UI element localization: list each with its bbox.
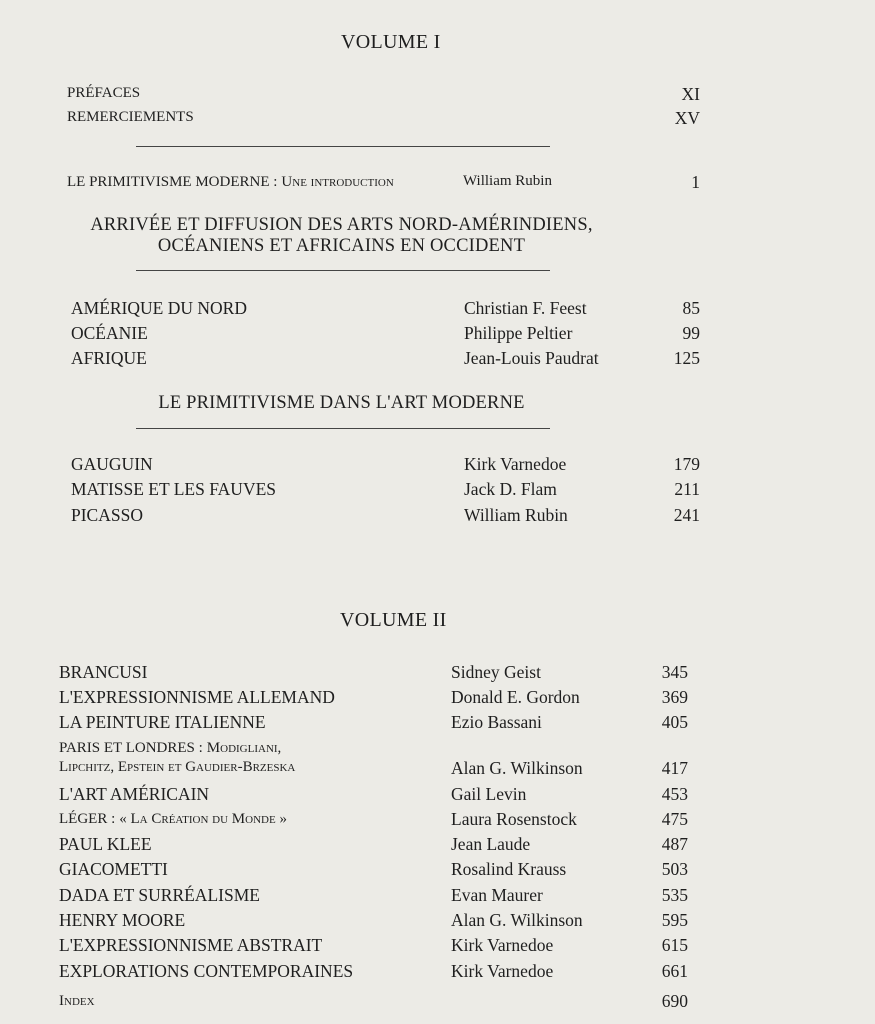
entry-title: GIACOMETTI (59, 859, 168, 879)
entry-author: Kirk Varnedoe (464, 454, 567, 474)
entry-title: L'EXPRESSIONNISME ALLEMAND (59, 687, 335, 707)
section-1-heading-line1: ARRIVÉE ET DIFFUSION DES ARTS NORD-AMÉRINDIENS, (90, 215, 593, 235)
entry-author: Kirk Varnedoe (451, 961, 554, 981)
entry-title: PICASSO (71, 505, 143, 525)
entry-author: Gail Levin (451, 784, 527, 804)
intro-page: 1 (691, 172, 700, 192)
entry-page: 535 (661, 885, 688, 905)
entry-page: 417 (661, 758, 688, 778)
entry-author: Alan G. Wilkinson (451, 758, 583, 778)
entry-page: 85 (682, 298, 700, 318)
entry-author: Jean Laude (451, 834, 531, 854)
entry-title: L'ART AMÉRICAIN (59, 784, 210, 804)
entry-page: 661 (661, 961, 688, 981)
front-matter-title-remerciements: REMERCIEMENTS (67, 109, 194, 125)
entry-author: Sidney Geist (451, 662, 541, 682)
entry-page: 125 (673, 348, 700, 368)
entry-page: 503 (661, 859, 688, 879)
entry-title-main: PARIS ET LONDRES : (59, 740, 203, 756)
entry-title: LA PEINTURE ITALIENNE (59, 712, 266, 732)
entry-page: 99 (682, 323, 700, 343)
entry-title: HENRY MOORE (59, 910, 186, 930)
entry-author: Laura Rosenstock (451, 809, 577, 829)
entry-title: MATISSE ET LES FAUVES (71, 479, 277, 499)
entry-page: 615 (661, 935, 688, 955)
section-2-heading: LE PRIMITIVISME DANS L'ART MODERNE (158, 393, 525, 413)
entry-page: 405 (661, 712, 688, 732)
entry-page: 487 (661, 834, 688, 854)
entry-page: 369 (661, 687, 688, 707)
entry-title-line1 (59, 740, 281, 756)
entry-title (59, 811, 287, 827)
entry-page: 453 (661, 784, 688, 804)
section-1-heading-line2: OCÉANIENS ET AFRICAINS EN OCCIDENT (157, 236, 526, 256)
index-page: 690 (661, 991, 688, 1011)
entry-title-line2: Lipchitz, Epstein et Gaudier-Brzeska (59, 759, 296, 775)
entry-author: Alan G. Wilkinson (451, 910, 583, 930)
entry-page: 345 (661, 662, 688, 682)
entry-page: 211 (674, 479, 700, 499)
entry-title: PAUL KLEE (59, 834, 152, 854)
entry-page: 595 (661, 910, 688, 930)
entry-title: OCÉANIE (71, 323, 148, 343)
volume-1-heading: VOLUME I (341, 31, 441, 53)
entry-author: Philippe Peltier (464, 323, 573, 343)
entry-title: AMÉRIQUE DU NORD (71, 298, 247, 318)
entry-page: 179 (673, 454, 700, 474)
entry-title-sub: Modigliani, (206, 740, 282, 756)
entry-author: Donald E. Gordon (451, 687, 580, 707)
entry-author: Ezio Bassani (451, 712, 542, 732)
divider-rule (136, 270, 550, 271)
intro-title (67, 174, 394, 190)
entry-author: William Rubin (464, 505, 568, 525)
intro-title-sub: Une introduction (281, 174, 394, 190)
front-matter-title-prefaces: PRÉFACES (67, 85, 141, 101)
entry-title: L'EXPRESSIONNISME ABSTRAIT (59, 935, 323, 955)
entry-page: 475 (661, 809, 688, 829)
entry-title: DADA ET SURRÉALISME (59, 885, 260, 905)
entry-title-main: LÉGER : (59, 811, 116, 827)
entry-author: Jack D. Flam (464, 479, 557, 499)
entry-author: Rosalind Krauss (451, 859, 567, 879)
entry-page: 241 (673, 505, 700, 525)
intro-title-main: LE PRIMITIVISME MODERNE : (67, 174, 278, 190)
entry-title: EXPLORATIONS CONTEMPORAINES (59, 961, 354, 981)
entry-author: Evan Maurer (451, 885, 543, 905)
volume-2-heading: VOLUME II (340, 609, 447, 631)
entry-title: BRANCUSI (59, 662, 148, 682)
divider-rule (136, 428, 550, 429)
front-matter-page-remerciements: XV (674, 108, 700, 128)
divider-rule (136, 146, 550, 147)
index-title: Index (59, 993, 95, 1009)
entry-title: AFRIQUE (71, 348, 147, 368)
entry-author: Kirk Varnedoe (451, 935, 554, 955)
entry-author: Jean-Louis Paudrat (464, 348, 599, 368)
intro-author: William Rubin (463, 173, 552, 189)
entry-author: Christian F. Feest (464, 298, 587, 318)
entry-title: GAUGUIN (71, 454, 153, 474)
entry-title-sub: « La Création du Monde » (119, 811, 287, 827)
front-matter-page-prefaces: XI (681, 84, 700, 104)
